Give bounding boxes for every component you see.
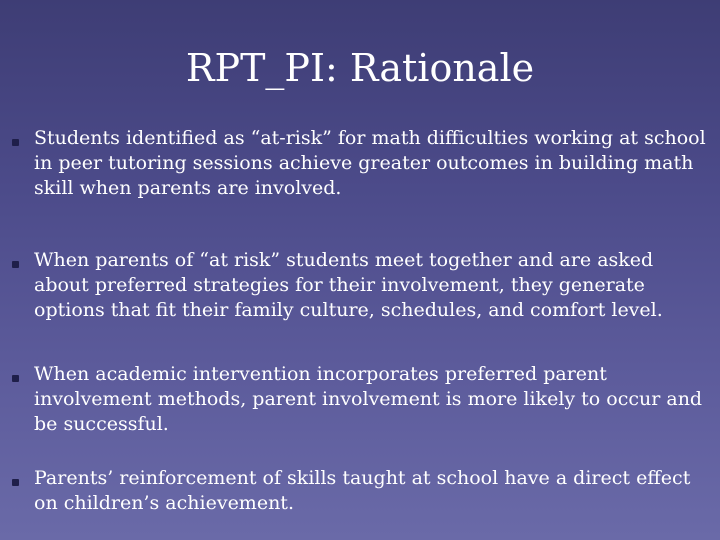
bullet-text: When academic intervention incorporates preferred parent involvement methods, parent involvement is more likely to occur and be successful. — [34, 363, 703, 435]
square-bullet-icon — [12, 479, 19, 486]
bullet-text: When parents of “at risk” students meet together and are asked about preferred strategies for their involvement, they generate options that fit their family culture, schedules, and comfort level. — [34, 249, 663, 321]
square-bullet-icon — [12, 261, 19, 268]
bullet-text: Students identified as “at-risk” for math difficulties working at school in peer tutoring sessions achieve greater outcomes in building math skill when parents are involved. — [34, 127, 706, 199]
square-bullet-icon — [12, 375, 19, 382]
slide-title: RPT_PI: Rationale — [185, 46, 535, 90]
square-bullet-icon — [12, 139, 19, 146]
bullet-text: Parents’ reinforcement of skills taught at school have a direct effect on children’s achievement. — [34, 467, 691, 514]
